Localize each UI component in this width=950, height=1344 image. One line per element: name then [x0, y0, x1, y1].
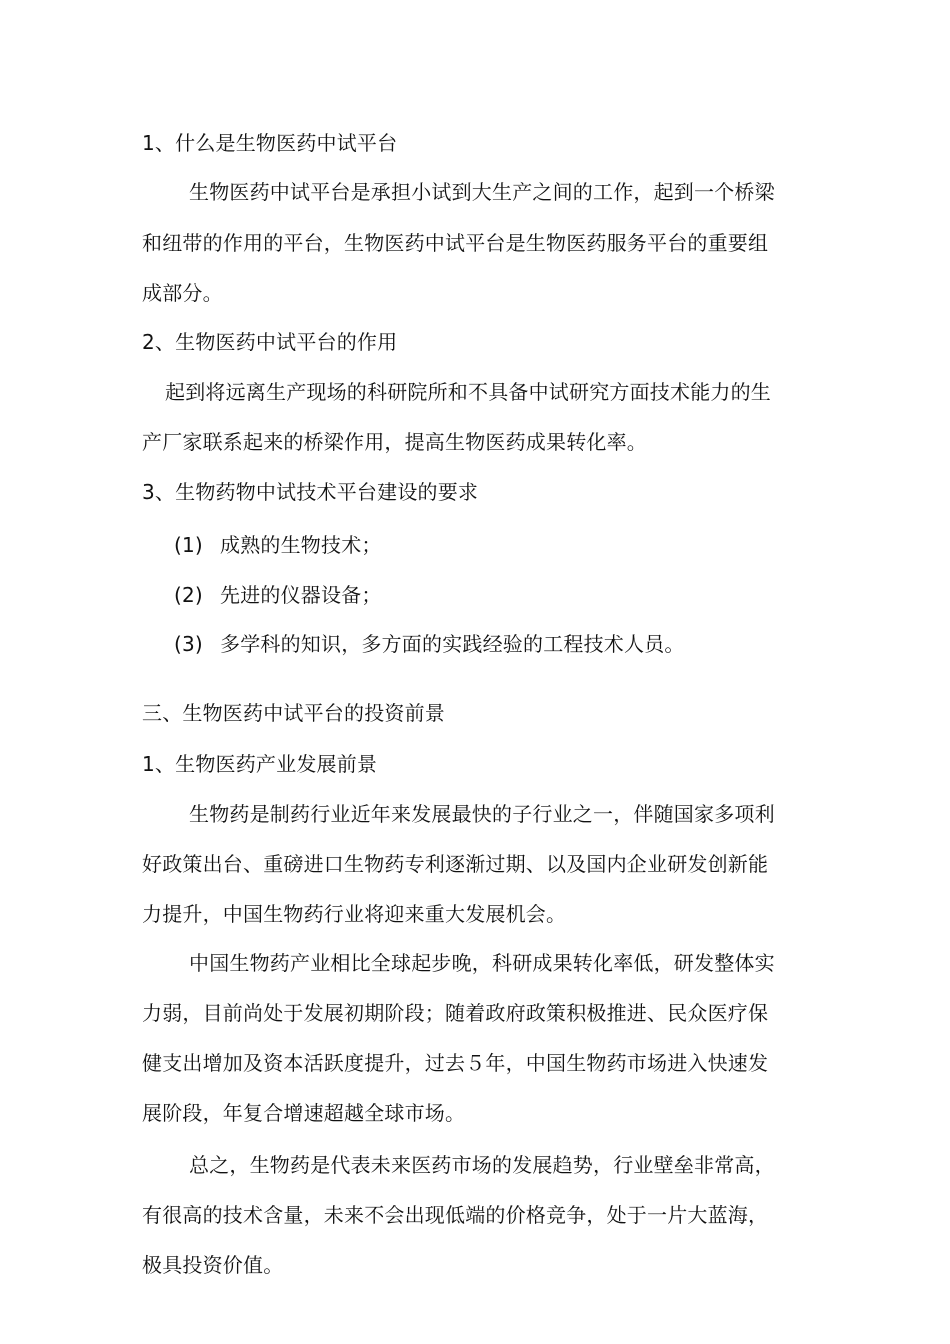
paragraph-line: 有很高的技术含量，未来不会出现低端的价格竞争，处于一片大蓝海， [142, 1203, 769, 1227]
section-heading: 1、生物医药产业发展前景 [142, 752, 378, 776]
section-heading: 2、生物医药中试平台的作用 [142, 330, 398, 354]
paragraph-line: 健支出增加及资本活跃度提升，过去５年，中国生物药市场进入快速发 [142, 1051, 769, 1075]
list-item-number: (2) [174, 583, 203, 607]
paragraph-line: 力弱，目前尚处于发展初期阶段；随着政府政策积极推进、民众医疗保 [142, 1001, 769, 1025]
paragraph-line: 中国生物药产业相比全球起步晚，科研成果转化率低，研发整体实 [189, 951, 775, 975]
section-heading: 1、什么是生物医药中试平台 [142, 131, 398, 155]
paragraph-line: 产厂家联系起来的桥梁作用，提高生物医药成果转化率。 [142, 430, 647, 454]
paragraph-line: 起到将远离生产现场的科研院所和不具备中试研究方面技术能力的生 [165, 380, 771, 404]
paragraph-line: 生物医药中试平台是承担小试到大生产之间的工作，起到一个桥梁 [189, 180, 775, 204]
paragraph-line: 生物药是制药行业近年来发展最快的子行业之一，伴随国家多项利 [189, 802, 775, 826]
paragraph-line: 力提升，中国生物药行业将迎来重大发展机会。 [142, 902, 567, 926]
paragraph-line: 成部分。 [142, 281, 223, 305]
list-item-number: (1) [174, 533, 203, 557]
list-item-text: 先进的仪器设备； [220, 583, 382, 607]
list-item [174, 580, 854, 610]
list-item-number: (3) [174, 632, 203, 656]
section-heading: 3、生物药物中试技术平台建设的要求 [142, 480, 479, 504]
list-item [174, 530, 854, 560]
paragraph-line: 总之，生物药是代表未来医药市场的发展趋势，行业壁垒非常高， [189, 1153, 775, 1177]
paragraph-line: 展阶段，年复合增速超越全球市场。 [142, 1101, 466, 1125]
paragraph-line: 好政策出台、重磅进口生物药专利逐渐过期、以及国内企业研发创新能 [142, 852, 769, 876]
list-item [174, 629, 854, 659]
paragraph-line: 极具投资价值。 [142, 1253, 284, 1277]
list-item-text: 多学科的知识，多方面的实践经验的工程技术人员。 [220, 632, 685, 656]
chapter-heading: 三、生物医药中试平台的投资前景 [142, 701, 445, 725]
paragraph-line: 和纽带的作用的平台，生物医药中试平台是生物医药服务平台的重要组 [142, 231, 769, 255]
list-item-text: 成熟的生物技术； [220, 533, 382, 557]
